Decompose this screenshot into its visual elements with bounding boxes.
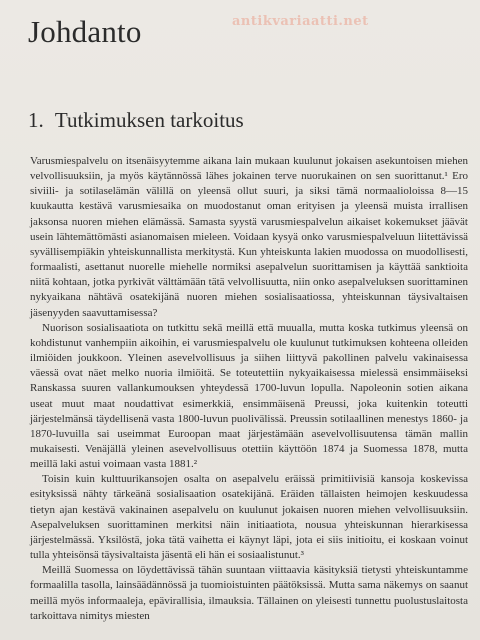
- section-number: 1.: [28, 108, 44, 132]
- paragraph: Varusmiespalvelu on itsenäisyytemme aikana lain mukaan kuulunut jokaisen asekuntoisen miehen velvollisuuksiin, ja myös käytännössä lähes jokainen terve nuorukainen on sen suorittanut.¹ Ero siviili- ja sotilaselämän välillä on yleensä ollut suuri, ja siksi tämä normaalioloissa 8—15 kuukautta kestävä varusmiesaika on muodostanut oman erityisen ja yleensä muista irrallisen jaksonsa nuoren miehen elämässä. Samasta syystä varusmiespalvelun aikaiset kokemukset jäävät usein lähtemättömästi asianomaisen mieleen. Voidaan kysyä onko varusmiespalveluun liitettävissä syvällisempiäkin yhteiskunnallista merkitystä. Kun yhteiskunta lakien muodossa on muodollisesti, formaalisti, asettanut nuorelle miehelle normiksi asepalvelun suorittamisen ja käyttää sanktioita niitä kohtaan, jotka pyrkivät välttämään tätä velvollisuutta, niin onko asepalveluksen suorittaminen nykyaikana nähtävä osatekijänä nuoren miehen sosialisaatiossa, yhteiskunnan täysivaltaisen jäsenyyden saavuttamisessa?: [30, 155, 468, 319]
- section-title: Tutkimuksen tarkoitus: [54, 108, 244, 132]
- chapter-title: Johdanto: [28, 14, 142, 49]
- paragraph: Nuorison sosialisaatiota on tutkittu sekä meillä että muualla, mutta koska tutkimus yleensä on kohdistunut vanhempiin aikoihin, ei varusmiespalvelu ole kuulunut tutkimuksen kohteena olleiden ilmiöiden joukkoon. Yleinen asevelvollisuus ja siihen liittyvä pakollinen palvelu vakinaisessa väessä ovat näet melko nuoria ilmiöitä. Se toteutettiin nykyaikaisessa mielessä ensimmäiseksi Ranskassa suuren vallankumouksen yhteydessä 1700-luvun lopulla. Napoleonin sotien aikana useat muut maat noudattivat esimerkkiä, ensimmäisenä Preussi, joka kuitenkin toteutti järjestelmänsä täydellisenä vasta 1800-luvun puolivälissä. Preussin sotilaallinen menestys 1860- ja 1870-luvuilla sai useimmat Euroopan maat järjestämään asevelvollisuutensa tämän mallin mukaisesti. Venäjällä yleinen asevelvollisuus otettiin käyttöön 1874 ja Suomessa 1878, mutta meillä laki astui voimaan vasta 1881.²: [30, 321, 468, 471]
- body-text: [30, 154, 468, 624]
- section-heading: [28, 108, 244, 133]
- paragraph: Meillä Suomessa on löydettävissä tähän suuntaan viittaavia käsityksiä tietysti yhteiskuntamme formaalilla tasolla, lainsäädännössä ja tuomioistuinten päätöksissä. Mutta sama näkemys on saanut meillä myös informaaleja, epävirallisia, ilmauksia. Tällainen on yleisesti tunnettu puolustuslaitosta tarkoittava nimitys miesten: [30, 564, 468, 622]
- watermark: antikvariaatti.net: [232, 14, 369, 29]
- paragraph: Toisin kuin kulttuurikansojen osalta on asepalvelu eräissä primitiivisiä kansoja koskevissa esityksissä nähty tärkeänä sosialisaation osatekijänä. Eräiden tällaisten heimojen keskuudessa tietyn ajan kestävä vakinainen asepalvelu on kuulunut jokaisen nuoren miehen velvollisuuksiin. Asepalveluksen suorittaminen merkitsi näin initiaatiota, nousua yhteiskunnan hierarkisessa järjestelmässä. Yksilöstä, joka tätä vaihetta ei käynyt läpi, jota ei siis initioitu, ei koskaan voinut tulla yhteisönsä täysivaltaista jäsentä eli hän ei sosiaalistunut.³: [30, 473, 468, 562]
